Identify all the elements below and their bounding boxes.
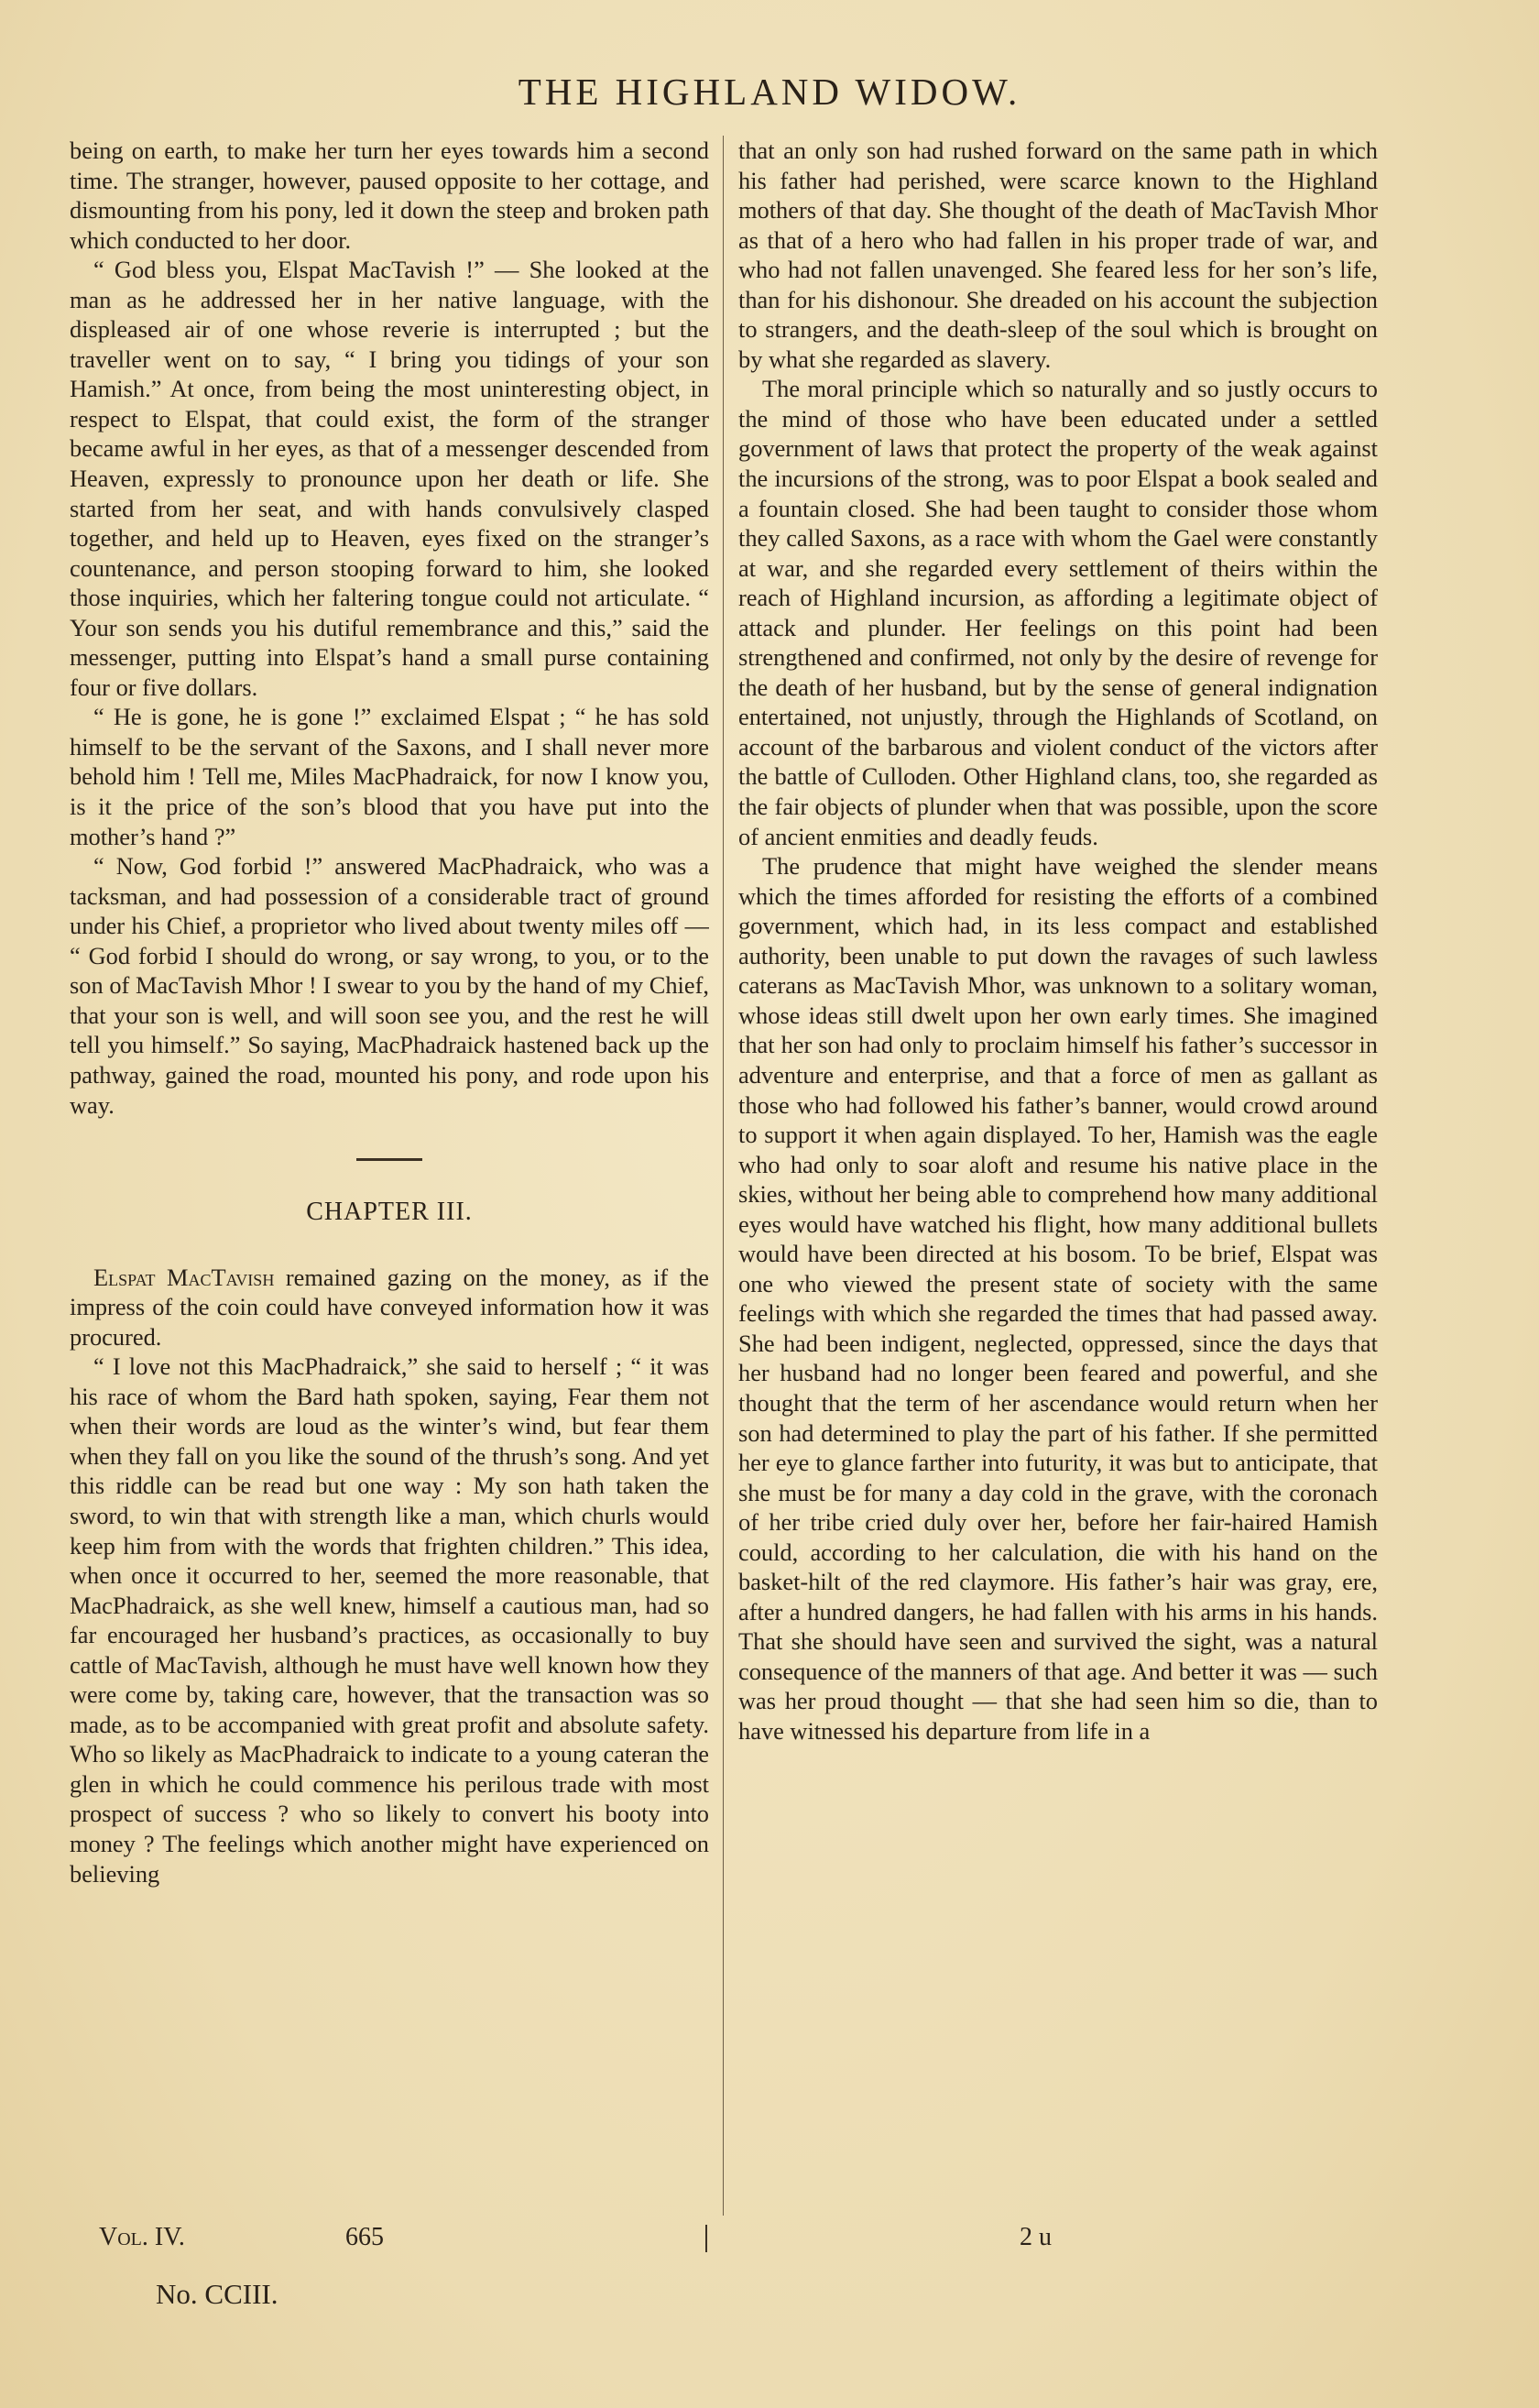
right-paragraph-3: The prudence that might have weighed the slender means which the times afforded for resisting the efforts of a combined government, which had, in its less compact and established authority, been unable to put down the ravages of such lawless caterans as MacTavish Mhor, was unknown to a solitary woman, whose ideas still dwelt upon her own early times. She imagined that her son had only to proclaim himself his father’s successor in adventure and enterprise, and that a force of men as gallant as those who had followed his father’s banner, would crowd around to support it when again displayed. To her, Hamish was the eagle who had only to soar aloft and resume his native place in the skies, without her being able to comprehend how many additional eyes would have watched his flight, how many additional bullets would have been directed at his bosom. To be brief, Elspat was one who viewed the present state of society with the same feelings with which she regarded the times that had passed away. She had been indigent, neglected, oppressed, since the days that her husband had no longer been feared and powerful, and she thought that the term of her ascendance would return when her son had determined to play the part of his father. If she permitted her eye to glance farther into futurity, it was but to anticipate, that she must be for many a day cold in the grave, with the coronach of her tribe cried duly over her, before her fair-haired Hamish could, according to her calculation, die with his hand on the basket-hilt of the red claymore. His father’s hair was gray, ere, after a hundred dangers, he had fallen with his arms in his hands. That she should have seen and survived the sight, was a natural consequence of the manners of that age. And better it was — such was her proud thought — that she had seen him so die, than to have witnessed his departure from life in a [738, 852, 1378, 1745]
left-paragraph-2: “ God bless you, Elspat MacTavish !” — She looked at the man as he addressed her in her native language, with the displeased air of one whose reverie is interrupted ; but the traveller went on to say, “ I bring you tidings of your son Hamish.” At once, from being the most uninteresting object, in respect to Elspat, that could exist, the form of the stranger became awful in her eyes, as that of a messenger descended from Heaven, expressly to pronounce upon her death or life. She started from her seat, and with hands convulsively clasped together, and held up to Heaven, eyes fixed on the stranger’s countenance, and person stooping forward to him, she looked those inquiries, which her faltering tongue could not articulate. “ Your son sends you his dutiful remembrance and this,” said the messenger, putting into Elspat’s hand a small purse containing four or five dollars. [70, 256, 709, 701]
left-column [70, 136, 709, 2211]
right-paragraph-2: The moral principle which so naturally and so justly occurs to the mind of those who have been educated under a settled government of laws that protect the property of the weak against the incursions of the strong, was to poor Elspat a book sealed and a fountain closed. She had been taught to consider those whom they called Saxons, as a race with whom the Gael were constantly at war, and she regarded every settlement of theirs within the reach of Highland incursion, as affording a legitimate object of attack and plunder. Her feelings on this point had been strengthened and confirmed, not only by the desire of revenge for the death of her husband, but by the sense of general indignation entertained, not unjustly, through the Highlands of Scotland, on account of the barbarous and violent conduct of the victors after the battle of Culloden. Other Highland clans, too, she regarded as the fair objects of plunder when that was possible, upon the score of ancient enmities and deadly feuds. [738, 375, 1378, 850]
chapter-opening-smallcaps: Elspat MacTavish [93, 1263, 275, 1291]
right-column [738, 136, 1378, 2211]
footer-issue-number: No. CCIII. [156, 2278, 278, 2310]
chapter-opening-paragraph [70, 1263, 709, 1352]
running-head: THE HIGHLAND WIDOW. [518, 71, 1021, 113]
left-paragraph-4: “ Now, God forbid !” answered MacPhadraick, who was a tacksman, and had possession of a considerable tract of ground under his Chief, a proprietor who lived about twenty miles off — “ God forbid I should do wrong, or say wrong, to you, or to the son of MacTavish Mhor ! I swear to you by the hand of my Chief, that your son is well, and will soon see you, and the rest he will tell you himself.” So saying, MacPhadraick hastened back up the pathway, gained the road, mounted his pony, and rode upon his way. [70, 852, 709, 1119]
right-paragraph-1: that an only son had rushed forward on the same path in which his father had perished, were scarce known to the Highland mothers of that day. She thought of the death of MacTavish Mhor as that of a hero who had fallen in his proper trade of war, and who had not fallen unavenged. She feared less for her son’s life, than for his dishonour. She dreaded on his account the subjection to strangers, and the death-sleep of the soul which is brought on by what she regarded as slavery. [738, 137, 1378, 373]
chapter-opening-text: remained gazing on the money, as if the impress of the coin could have conveyed information how it was procured. [70, 1263, 709, 1351]
footer-page-number: 665 [345, 2223, 384, 2251]
left-paragraph-3: “ He is gone, he is gone !” exclaimed Elspat ; “ he has sold himself to be the servant of the Saxons, and I shall never more behold him ! Tell me, Miles MacPhadraick, for now I know you, is it the price of the son’s blood that you have put into the mother’s hand ?” [70, 703, 709, 850]
column-rule [723, 136, 724, 2216]
left-paragraph-6: “ I love not this MacPhadraick,” she said to herself ; “ it was his race of whom the Bard hath spoken, saying, Fear them not when their words are loud as the winter’s wind, but fear them when they fall on you like the sound of the thrush’s song. And yet this riddle can be read but one way : My son hath taken the sword, to win that with strength like a man, which churls would keep him from with the words that frighten children.” This idea, when once it occurred to her, seemed the more reasonable, that MacPhadraick, as she well knew, himself a cautious man, had so far encouraged her husband’s practices, as occasionally to buy cattle of MacTavish, although he must have well known how they were come by, taking care, however, that the transaction was so made, as to be accompanied with great profit and absolute safety. Who so likely as MacPhadraick to indicate to a young cateran the glen in which he could commence his perilous trade with most prospect of success ? who so likely to convert his booty into money ? The feelings which another might have experienced on believing [70, 1352, 709, 1888]
left-paragraph-1: being on earth, to make her turn her eyes towards him a second time. The stranger, however, paused opposite to her cottage, and dismounting from his pony, led it down the steep and broken path which conducted to her door. [70, 137, 709, 254]
footer-signature-mark: 2 u [1020, 2223, 1052, 2251]
chapter-heading: CHAPTER III. [306, 1198, 473, 1227]
section-divider [356, 1158, 422, 1161]
footer-tick-mark [705, 2225, 707, 2252]
footer-volume: Vol. IV. [99, 2223, 185, 2251]
